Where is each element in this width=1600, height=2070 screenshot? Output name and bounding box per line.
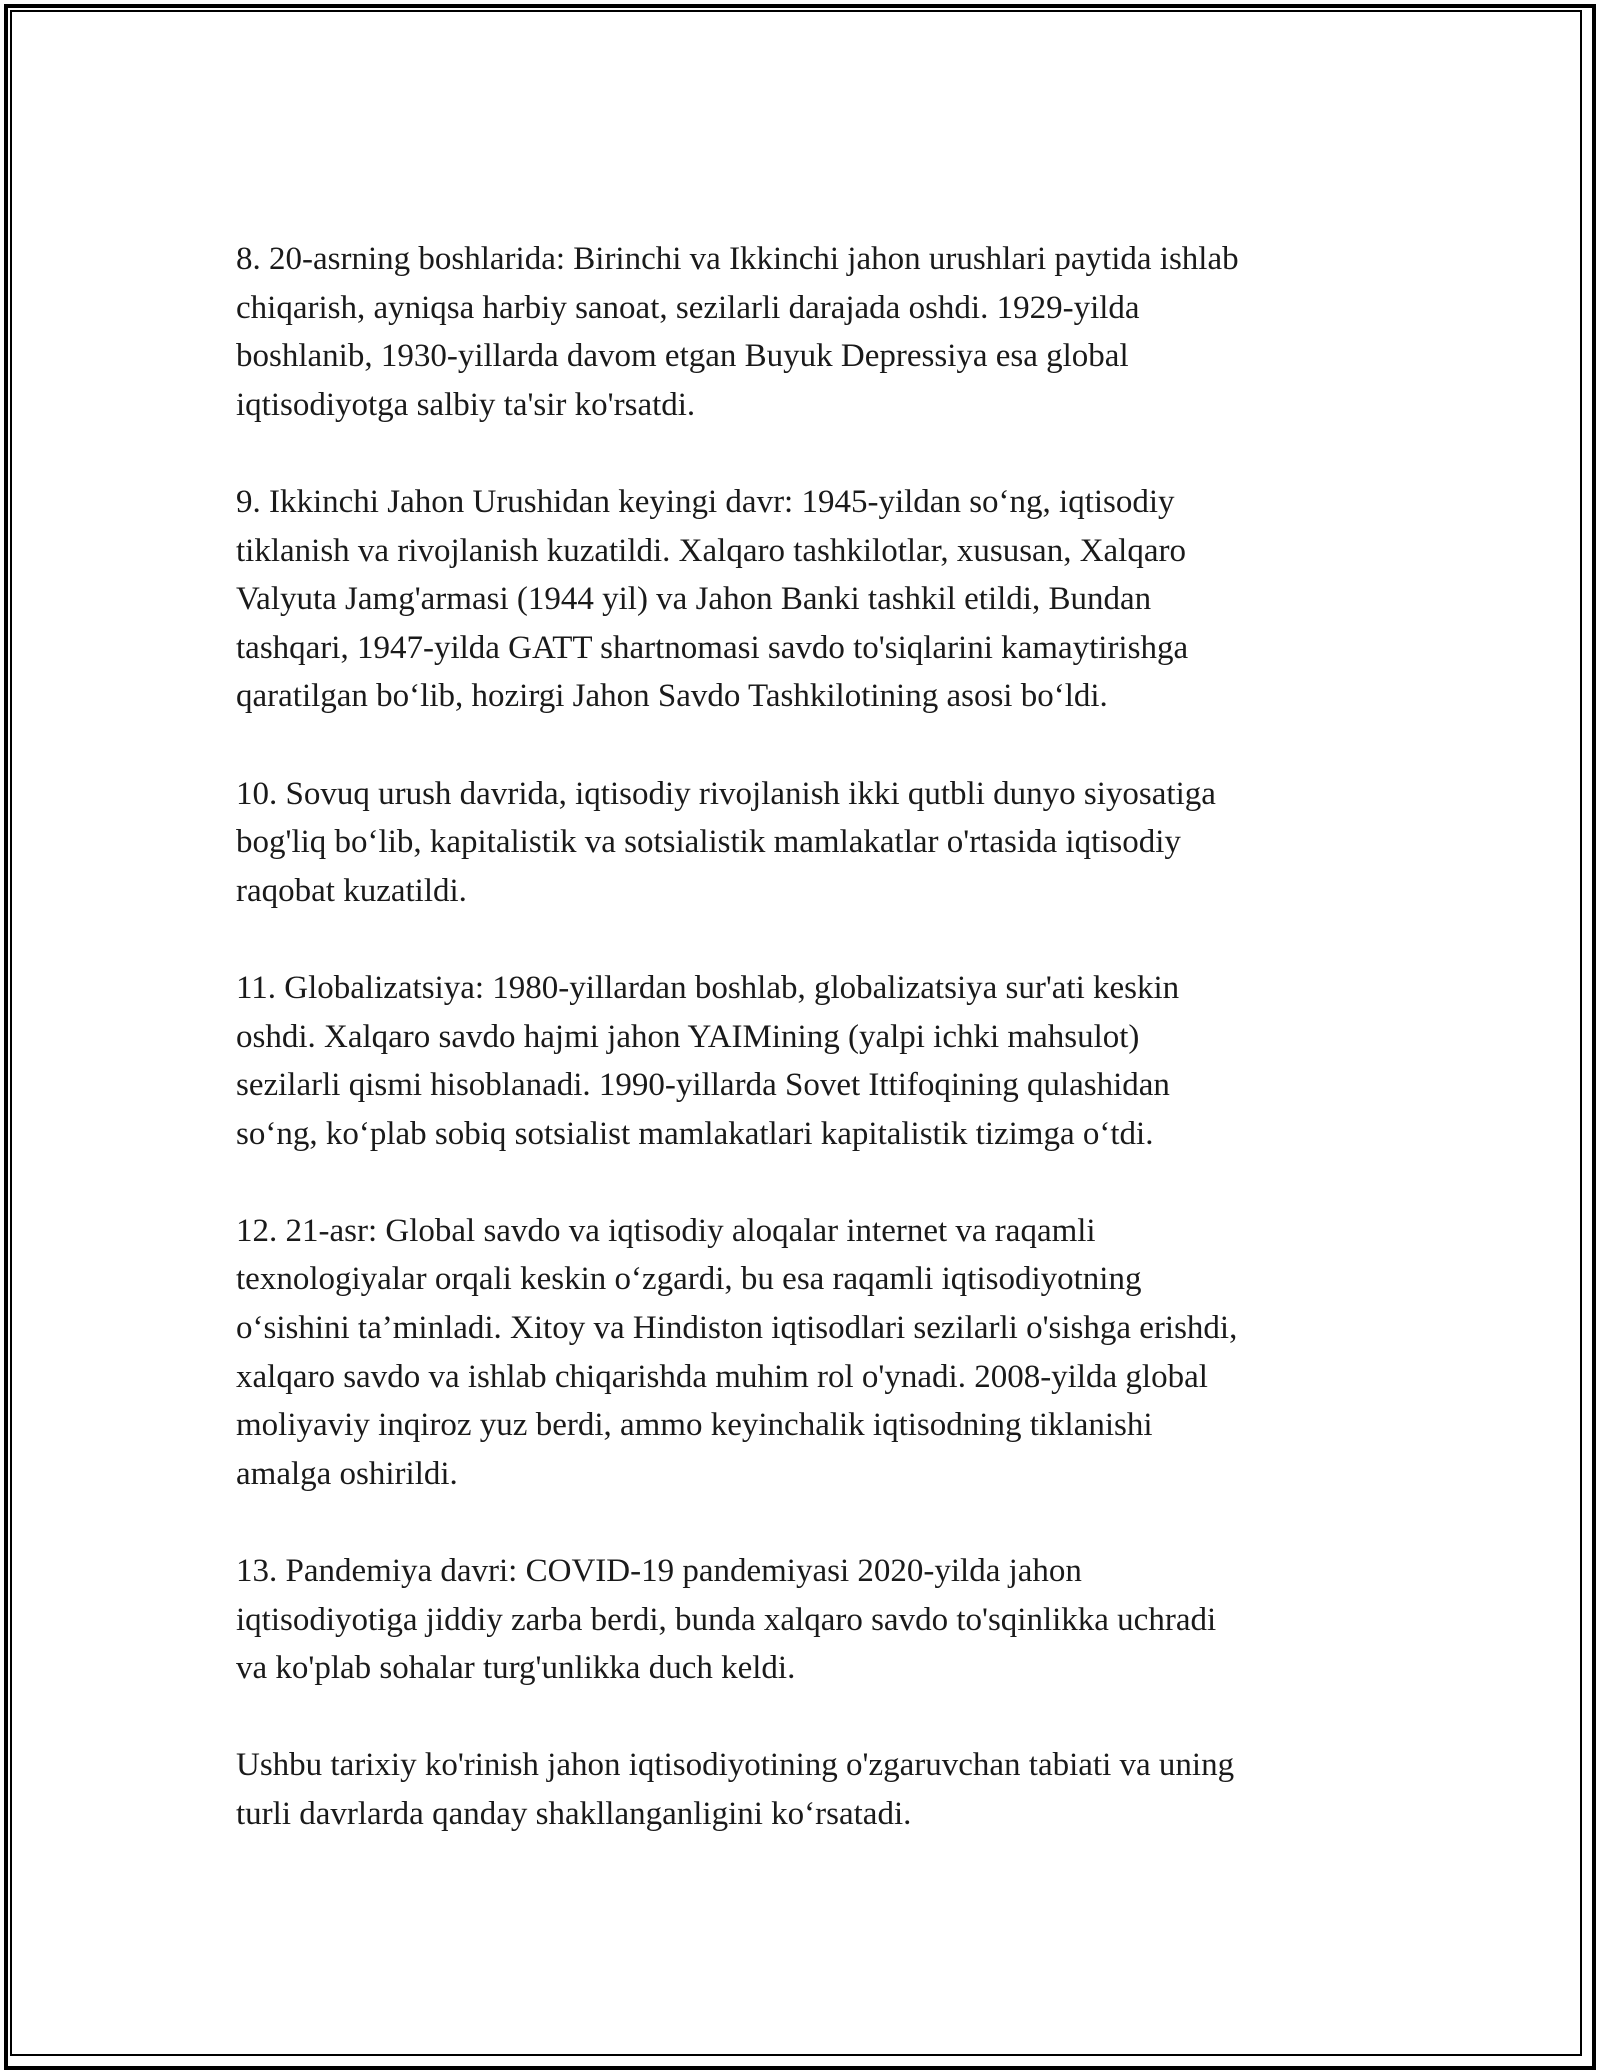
document-body <box>236 235 1366 1839</box>
paragraph-item-8: 8. 20-asrning boshlarida: Birinchi va Ikkinchi jahon urushlari paytida ishlab chiqarish, ayniqsa harbiy sanoat, sezilarli darajada oshdi. 1929-yilda boshlanib, 1930-yillarda davom etgan Buyuk Depressiya esa global iqtisodiyotga salbiy ta'sir ko'rsatdi. <box>236 241 1239 423</box>
paragraph-item-11: 11. Globalizatsiya: 1980-yillardan boshlab, globalizatsiya sur'ati keskin oshdi. Xalqaro savdo hajmi jahon YAIMining (yalpi ichki mahsulot) sezilarli qismi hisoblanadi. 1990-yillarda Sovet Ittifoqining qulashidan so‘ng, ko‘plab sobiq sotsialist mamlakatlari kapitalistik tizimga o‘tdi. <box>236 969 1180 1152</box>
paragraph-item-13: 13. Pandemiya davri: COVID-19 pandemiyasi 2020-yilda jahon iqtisodiyotiga jiddiy zarba berdi, bunda xalqaro savdo to'sqinlikka uchradi va ko'plab sohalar turg'unlikka duch keldi. <box>236 1553 1217 1687</box>
paragraph-conclusion: Ushbu tarixiy ko'rinish jahon iqtisodiyotining o'zgaruvchan tabiati va uning turli davrlarda qanday shakllanganligini ko‘rsatadi. <box>236 1747 1235 1832</box>
paragraph-item-9: 9. Ikkinchi Jahon Urushidan keyingi davr: 1945-yildan so‘ng, iqtisodiy tiklanish va rivojlanish kuzatildi. Xalqaro tashkilotlar, xususan, Xalqaro Valyuta Jamg'armasi (1944 yil) va Jahon Banki tashkil etildi, Bundan tashqari, 1947-yilda GATT shartnomasi savdo to'siqlarini kamaytirishga qaratilgan bo‘lib, hozirgi Jahon Savdo Tashkilotining asosi bo‘ldi. <box>236 483 1189 715</box>
paragraph-item-10: 10. Sovuq urush davrida, iqtisodiy rivojlanish ikki qutbli dunyo siyosatiga bog'liq bo‘lib, kapitalistik va sotsialistik mamlakatlar o'rtasida iqtisodiy raqobat kuzatildi. <box>236 775 1216 909</box>
paragraph-item-12: 12. 21-asr: Global savdo va iqtisodiy aloqalar internet va raqamli texnologiyalar orqali keskin o‘zgardi, bu esa raqamli iqtisodiyotning o‘sishini ta’minladi. Xitoy va Hindiston iqtisodlari sezilarli o'sishga erishdi, xalqaro savdo va ishlab chiqarishda muhim rol o'ynadi. 2008-yilda global moliyaviy inqiroz yuz berdi, ammo keyinchalik iqtisodning tiklanishi amalga oshirildi. <box>236 1212 1238 1492</box>
